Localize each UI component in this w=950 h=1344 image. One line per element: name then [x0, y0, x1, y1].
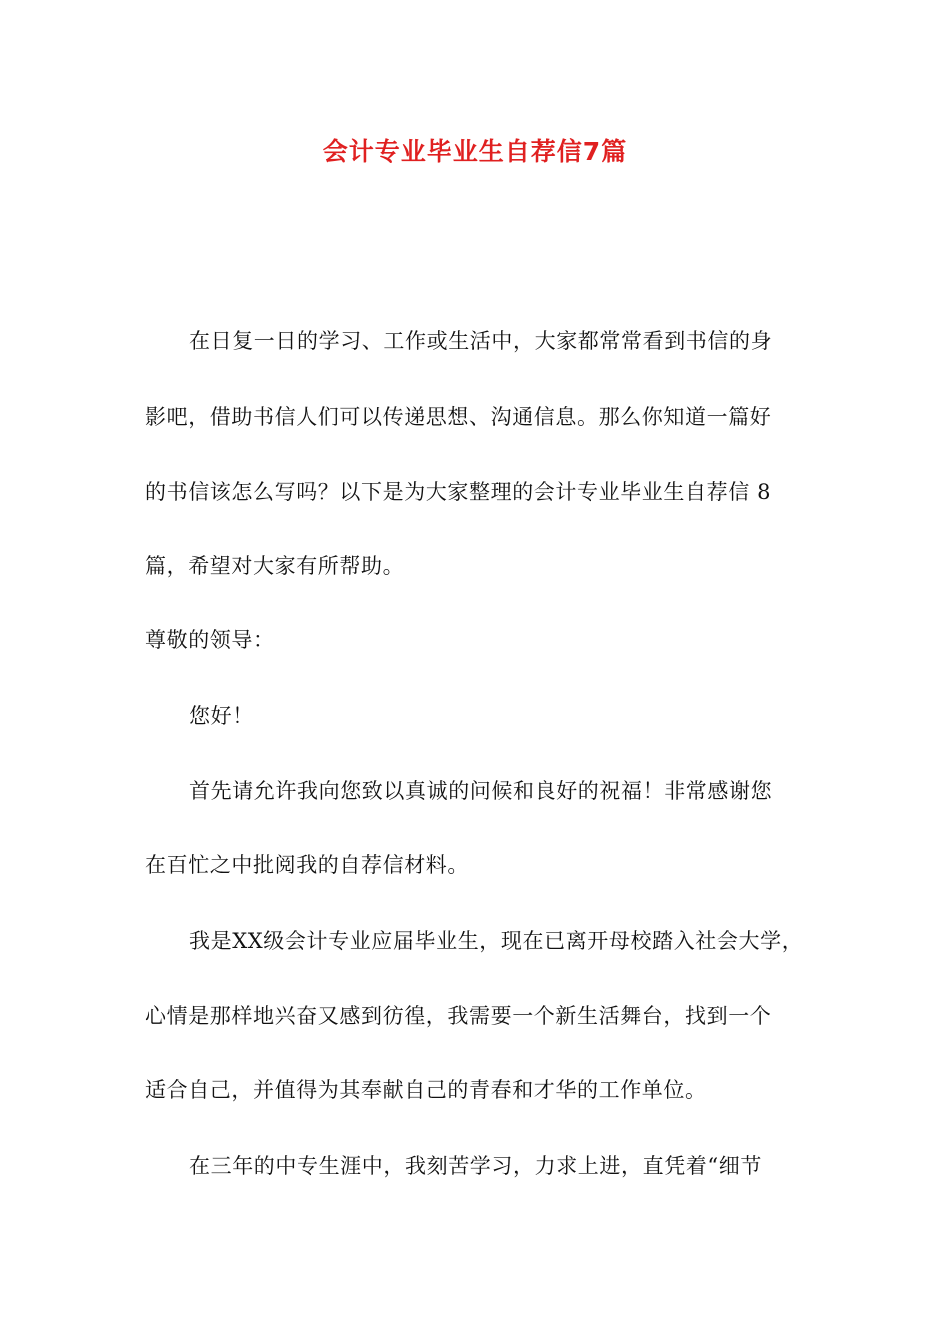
paragraph-line: 首先请允许我向您致以真诚的问候和良好的祝福！非常感谢您	[189, 779, 773, 803]
paragraph-line: 篇，希望对大家有所帮助。	[145, 554, 405, 578]
paragraph-line: 在三年的中专生涯中，我刻苦学习，力求上进，直凭着“细节	[189, 1154, 762, 1178]
paragraph-line: 在日复一日的学习、工作或生活中，大家都常常看到书信的身	[189, 329, 773, 353]
salutation: 尊敬的领导：	[145, 628, 275, 652]
paragraph-line: 适合自己，并值得为其奉献自己的青春和才华的工作单位。	[145, 1078, 707, 1102]
paragraph-line: 的书信该怎么写吗？以下是为大家整理的会计专业毕业生自荐信 8	[145, 480, 772, 504]
document-title: 会计专业毕业生自荐信7篇	[322, 137, 628, 166]
greeting: 您好！	[189, 704, 254, 728]
paragraph-line: 影吧，借助书信人们可以传递思想、沟通信息。那么你知道一篇好	[145, 405, 772, 429]
paragraph-line: 在百忙之中批阅我的自荐信材料。	[145, 853, 469, 877]
paragraph-line: 我是XX级会计专业应届毕业生，现在已离开母校踏入社会大学，	[189, 929, 804, 953]
paragraph-line: 心情是那样地兴奋又感到彷徨，我需要一个新生活舞台，找到一个	[145, 1004, 772, 1028]
